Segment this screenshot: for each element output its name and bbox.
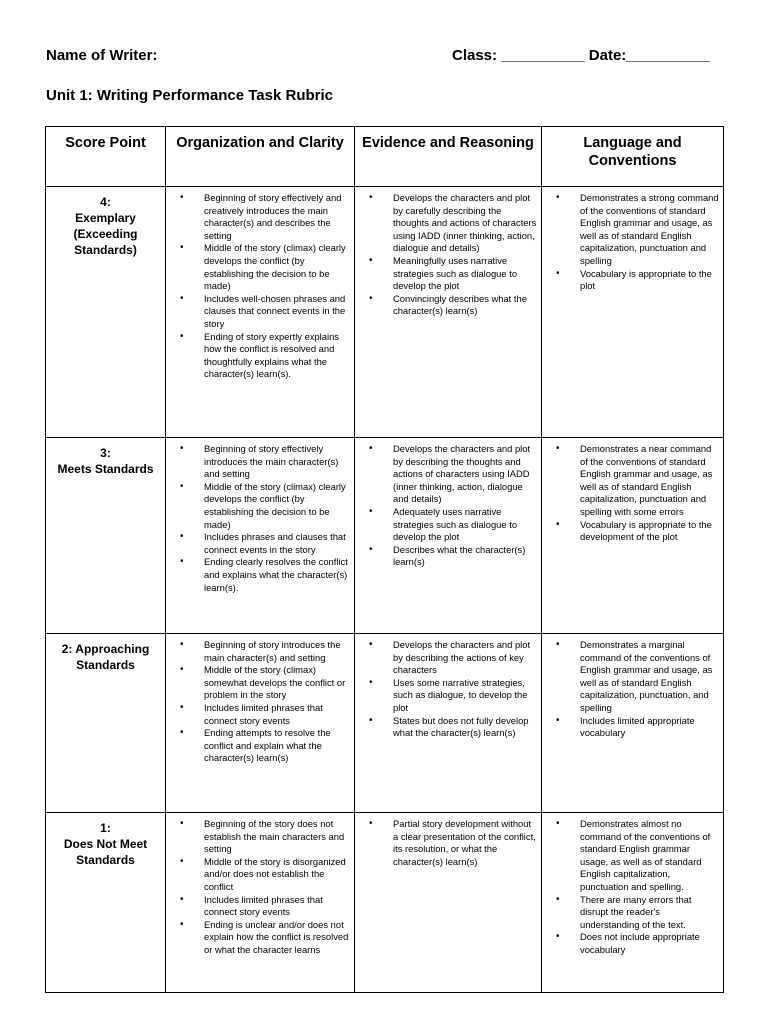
class-date-label: Class: __________ Date:__________ bbox=[452, 47, 710, 64]
criteria-item: • Includes well-chosen phrases and clauses that connect events in the story bbox=[204, 293, 350, 331]
criteria-item: • Demonstrates a strong command of the conventions of standard English grammar and usage, as well as of standard English capitalization, punctuation and spelling bbox=[580, 192, 719, 268]
criteria-item: • Ending clearly resolves the conflict and explains what the character(s) learn(s). bbox=[204, 556, 350, 594]
organization-cell bbox=[166, 634, 355, 813]
criteria-list bbox=[542, 818, 719, 957]
score-point-cell bbox=[46, 187, 166, 438]
criteria-list bbox=[542, 639, 719, 740]
column-header: Organization and Clarity bbox=[166, 127, 355, 187]
organization-cell bbox=[166, 187, 355, 438]
criteria-item: • Partial story development without a clear presentation of the conflict, its resolution, or what the character(s) learn(s) bbox=[393, 818, 537, 868]
criteria-list bbox=[166, 639, 350, 765]
criteria-list bbox=[166, 192, 350, 381]
criteria-list bbox=[542, 443, 719, 544]
organization-cell bbox=[166, 438, 355, 634]
criteria-list bbox=[542, 192, 719, 293]
criteria-item: • Vocabulary is appropriate to the development of the plot bbox=[580, 519, 719, 544]
score-point-cell bbox=[46, 813, 166, 993]
criteria-item: • Middle of the story is disorganized and/or does not establish the conflict bbox=[204, 856, 350, 894]
score-point-line: Exemplary bbox=[75, 211, 136, 225]
criteria-list bbox=[355, 192, 537, 318]
criteria-item: • Describes what the character(s) learn(s) bbox=[393, 544, 537, 569]
criteria-item: • There are many errors that disrupt the reader's understanding of the text. bbox=[580, 894, 719, 932]
score-point-line: 3: bbox=[100, 446, 111, 460]
score-point-line: 2: Approaching bbox=[61, 642, 150, 656]
language-cell bbox=[542, 187, 724, 438]
score-point-line: Standards bbox=[76, 853, 135, 867]
criteria-list bbox=[355, 639, 537, 740]
score-point-line: (Exceeding bbox=[73, 227, 138, 241]
table-row bbox=[46, 813, 724, 993]
page-title: Unit 1: Writing Performance Task Rubric bbox=[46, 87, 333, 104]
name-of-writer-label: Name of Writer: bbox=[46, 47, 158, 64]
column-header: Evidence and Reasoning bbox=[355, 127, 542, 187]
criteria-item: • Ending attempts to resolve the conflict and explain what the character(s) learn(s) bbox=[204, 727, 350, 765]
criteria-item: • Beginning of story effectively introduces the main character(s) and setting bbox=[204, 443, 350, 481]
column-header: Language and Conventions bbox=[542, 127, 724, 187]
criteria-item: • Middle of the story (climax) clearly develops the conflict (by establishing the decision to be made) bbox=[204, 242, 350, 292]
language-cell bbox=[542, 813, 724, 993]
criteria-item: • Does not include appropriate vocabulary bbox=[580, 931, 719, 956]
criteria-item: • Adequately uses narrative strategies such as dialogue to develop the plot bbox=[393, 506, 537, 544]
criteria-item: • Develops the characters and plot by describing the actions of key characters bbox=[393, 639, 537, 677]
table-row bbox=[46, 634, 724, 813]
criteria-item: • Demonstrates almost no command of the conventions of standard English grammar usage, as well as of standard English capitalization, punctuation and spelling. bbox=[580, 818, 719, 894]
criteria-item: • Meaningfully uses narrative strategies such as dialogue to develop the plot bbox=[393, 255, 537, 293]
criteria-item: • Develops the characters and plot by carefully describing the thoughts and actions of characters using IADD (inner thinking, action, dialogue and details) bbox=[393, 192, 537, 255]
criteria-item: • Beginning of story effectively and creatively introduces the main character(s) and describes the setting bbox=[204, 192, 350, 242]
score-point-line: Does Not Meet bbox=[63, 837, 148, 851]
criteria-item: • Demonstrates a marginal command of the conventions of English grammar and usage, as well as of standard English capitalization, punctuation, and spelling bbox=[580, 639, 719, 715]
language-cell bbox=[542, 634, 724, 813]
score-point-line: Standards) bbox=[74, 243, 137, 257]
criteria-item: • Includes phrases and clauses that connect events in the story bbox=[204, 531, 350, 556]
table-row bbox=[46, 187, 724, 438]
score-point-cell bbox=[46, 634, 166, 813]
criteria-item: • Includes limited appropriate vocabulary bbox=[580, 715, 719, 740]
language-cell bbox=[542, 438, 724, 634]
organization-cell bbox=[166, 813, 355, 993]
score-point-cell bbox=[46, 438, 166, 634]
evidence-cell bbox=[355, 813, 542, 993]
criteria-list bbox=[166, 443, 350, 594]
criteria-item: • Middle of the story (climax) clearly develops the conflict (by establishing the decision to be made) bbox=[204, 481, 350, 531]
score-point-line: 1: bbox=[100, 821, 111, 835]
criteria-item: • Beginning of story introduces the main character(s) and setting bbox=[204, 639, 350, 664]
score-point-line: 4: bbox=[100, 195, 111, 209]
criteria-item: • States but does not fully develop what the character(s) learn(s) bbox=[393, 715, 537, 740]
criteria-list bbox=[355, 818, 537, 868]
criteria-item: • Middle of the story (climax) somewhat develops the conflict or problem in the story bbox=[204, 664, 350, 702]
criteria-item: • Ending of story expertly explains how the conflict is resolved and thoughtfully explains what the character(s) learn(s). bbox=[204, 331, 350, 381]
criteria-item: • Includes limited phrases that connect story events bbox=[204, 702, 350, 727]
column-header: Score Point bbox=[46, 127, 166, 187]
criteria-item: • Demonstrates a near command of the conventions of standard English grammar and usage, as well as of standard English capitalization, punctuation and spelling with some errors bbox=[580, 443, 719, 519]
evidence-cell bbox=[355, 438, 542, 634]
criteria-item: • Convincingly describes what the character(s) learn(s) bbox=[393, 293, 537, 318]
criteria-list bbox=[166, 818, 350, 957]
criteria-item: • Includes limited phrases that connect story events bbox=[204, 894, 350, 919]
criteria-item: • Beginning of the story does not establish the main characters and setting bbox=[204, 818, 350, 856]
score-point-line: Standards bbox=[76, 658, 135, 672]
rubric-table bbox=[45, 126, 724, 993]
score-point-line: Meets Standards bbox=[57, 462, 154, 476]
criteria-item: • Vocabulary is appropriate to the plot bbox=[580, 268, 719, 293]
criteria-item: • Uses some narrative strategies, such as dialogue, to develop the plot bbox=[393, 677, 537, 715]
evidence-cell bbox=[355, 634, 542, 813]
criteria-item: • Ending is unclear and/or does not explain how the conflict is resolved or what the character learns bbox=[204, 919, 350, 957]
evidence-cell bbox=[355, 187, 542, 438]
criteria-list bbox=[355, 443, 537, 569]
table-row bbox=[46, 438, 724, 634]
table-header-row bbox=[46, 127, 724, 187]
criteria-item: • Develops the characters and plot by describing the thoughts and actions of characters using IADD (inner thinking, action, dialogue and details) bbox=[393, 443, 537, 506]
